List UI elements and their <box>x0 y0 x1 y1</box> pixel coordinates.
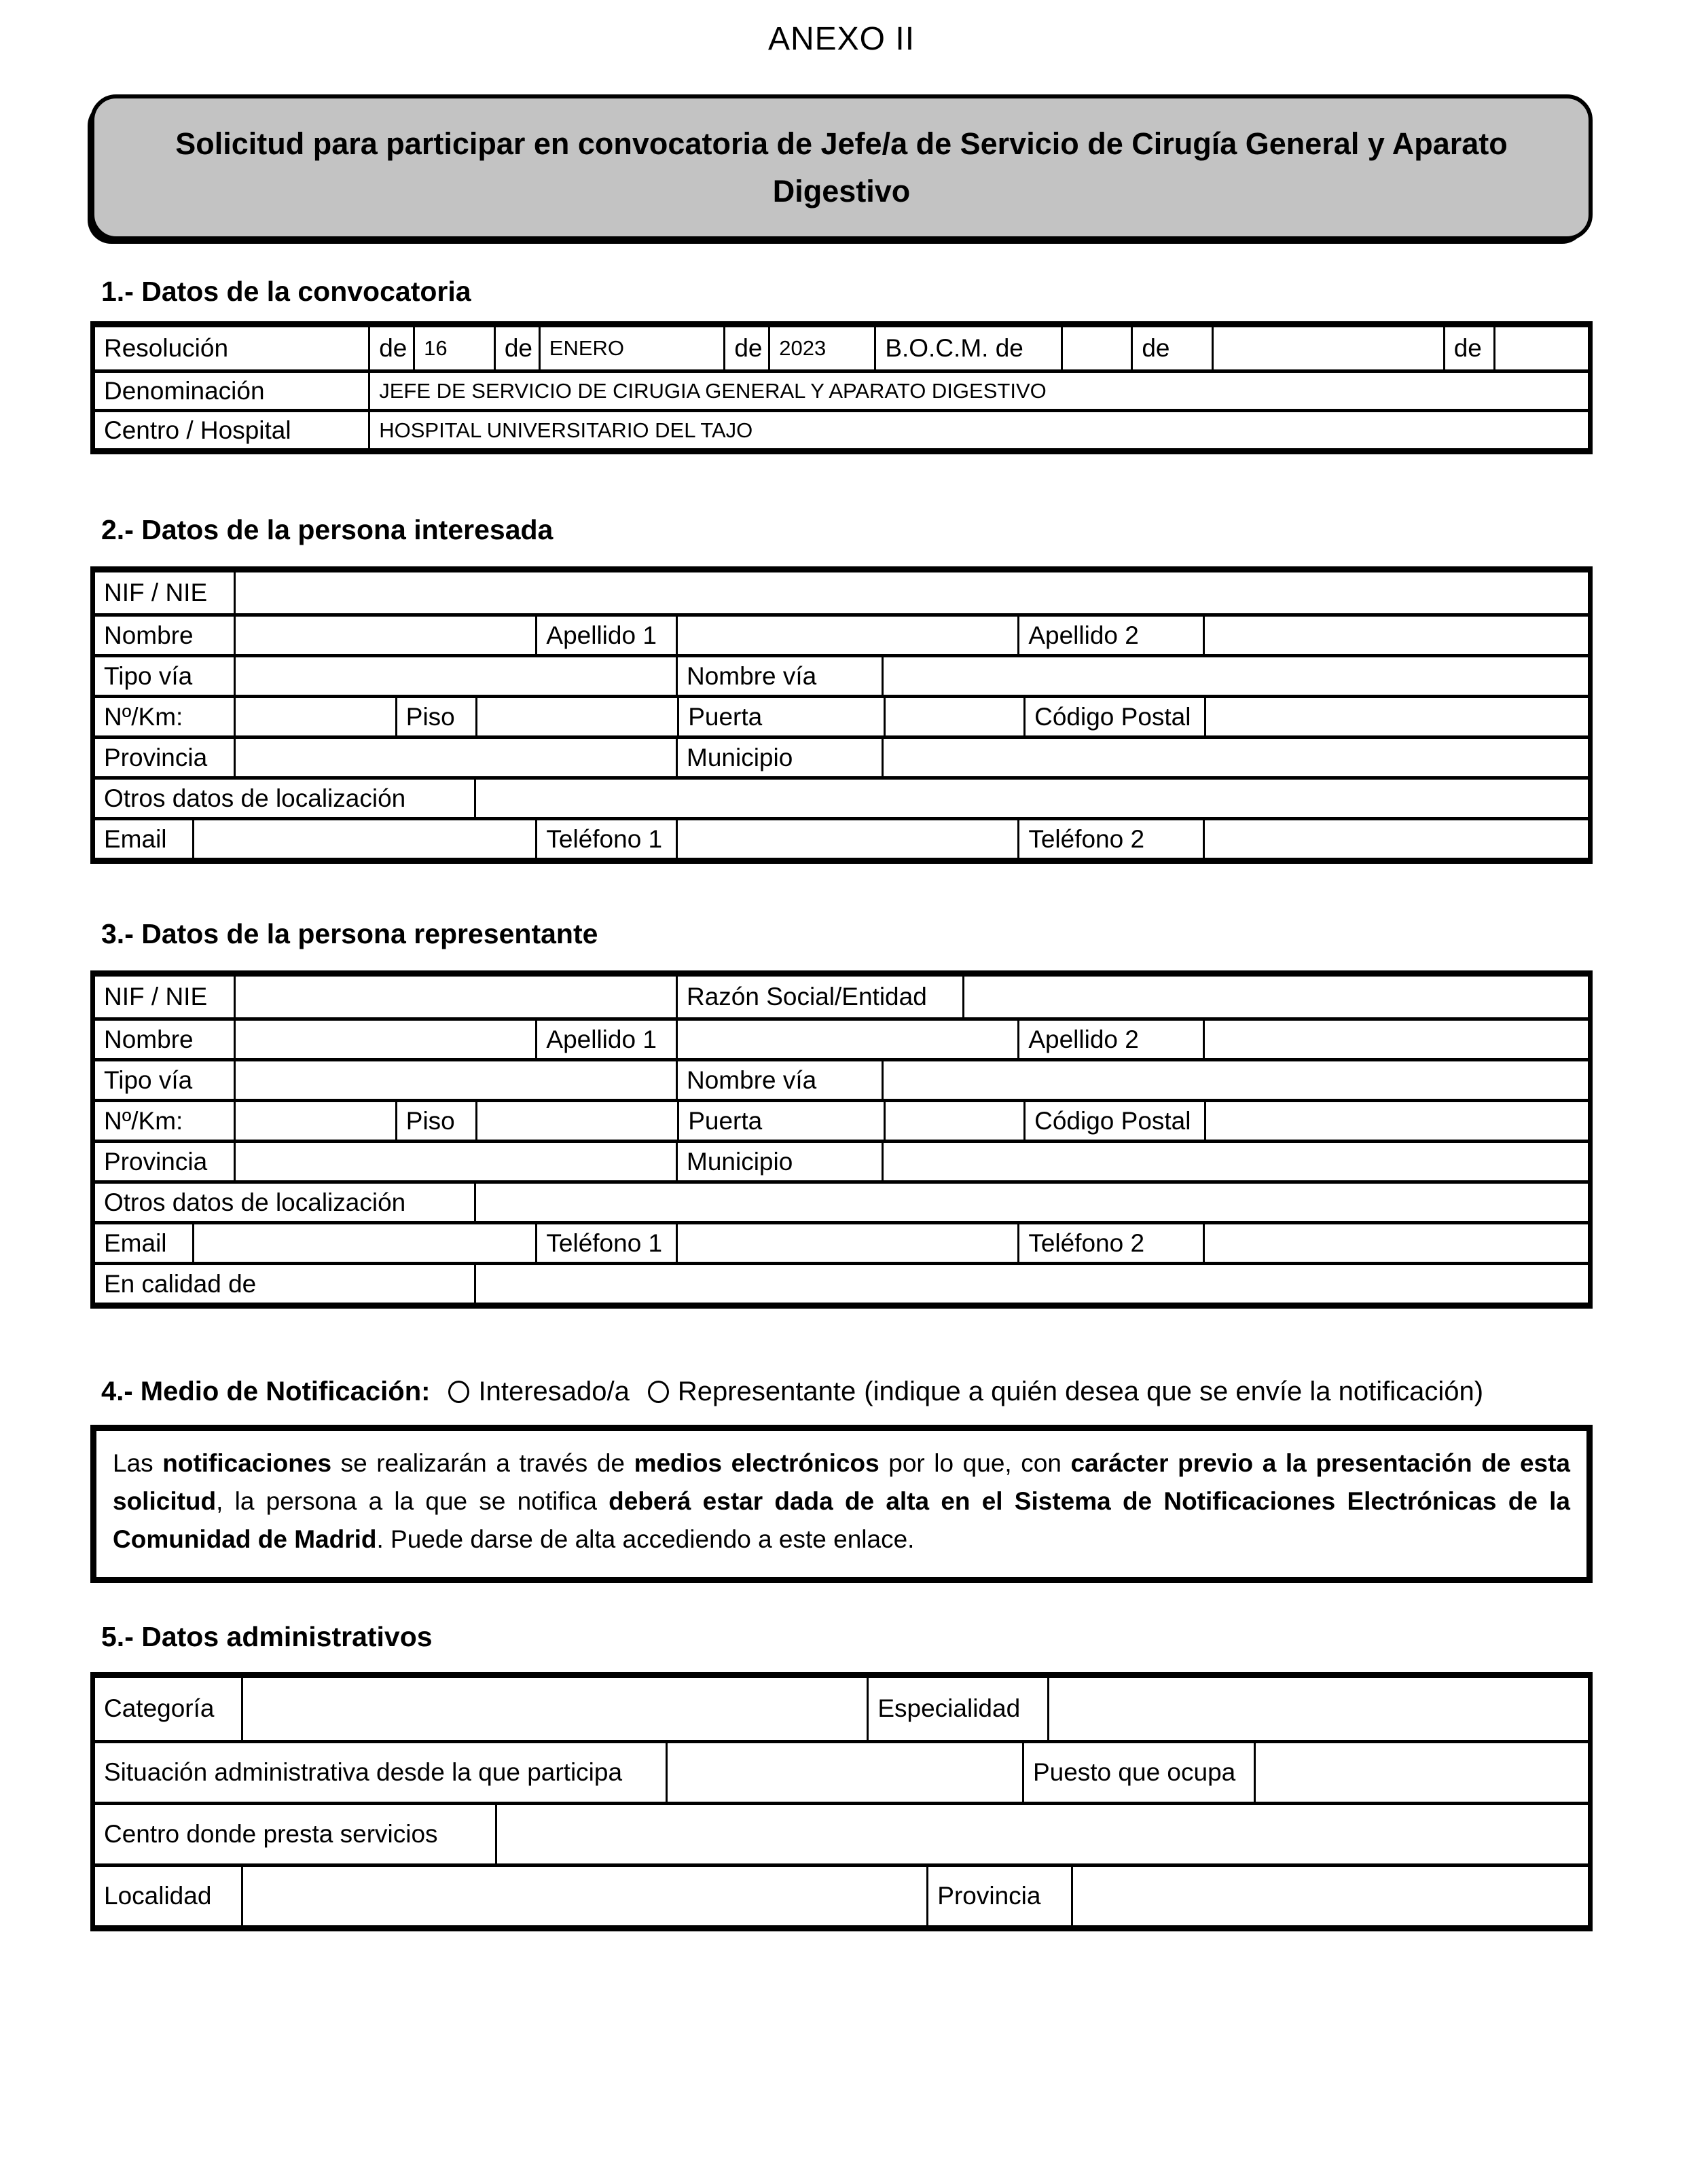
radio-representante[interactable] <box>648 1381 669 1403</box>
field-input[interactable] <box>474 1265 1588 1303</box>
field-label-en-calidad-de: En calidad de <box>104 1269 257 1298</box>
radio-interesado[interactable] <box>448 1381 469 1403</box>
field-label-puerta: Puerta <box>677 1102 883 1140</box>
field-input[interactable] <box>234 977 676 1017</box>
notice-bold-text: notificaciones <box>162 1449 332 1477</box>
form-row <box>95 613 1588 654</box>
form-row <box>95 776 1588 817</box>
field-label-centro-donde-presta-servicios: Centro donde presta servicios <box>104 1819 438 1848</box>
field-label-telefono-1: Teléfono 1 <box>535 820 676 858</box>
field-input[interactable] <box>882 1061 1588 1099</box>
section-3-heading: 3.- Datos de la persona representante <box>101 918 598 949</box>
field-label-localidad: Localidad <box>104 1881 212 1910</box>
section-5-heading: 5.- Datos administrativos <box>101 1620 433 1652</box>
field-label-nombre-via: Nombre vía <box>676 1061 882 1099</box>
field-label-otros-datos-de-localizacion: Otros datos de localización <box>104 1188 406 1216</box>
form-row <box>95 572 1588 613</box>
form-row <box>95 695 1588 735</box>
field-input[interactable] <box>1204 698 1588 735</box>
form-title: Solicitud para participar en convocatoria de Jefe/a de Servicio de Cirugía General y Aparato Digestivo <box>175 126 1508 208</box>
field-label-b-o-c-m-de: B.O.C.M. de <box>874 327 1061 369</box>
form-row <box>95 1863 1588 1925</box>
form-row <box>95 817 1588 858</box>
field-input[interactable] <box>1203 820 1588 858</box>
field-label-de: de <box>368 327 413 369</box>
notification-notice-box <box>90 1425 1593 1583</box>
form-row <box>95 1802 1588 1863</box>
form-row <box>95 1262 1588 1303</box>
field-label-de: de <box>1443 327 1494 369</box>
notice-bold-text: deberá estar dada de alta en el Sistema de Notificaciones Electrónicas de la Comunidad de Madrid <box>113 1487 1570 1554</box>
field-input[interactable] <box>241 1678 867 1740</box>
field-input[interactable] <box>234 1061 676 1099</box>
field-label-municipio: Municipio <box>676 739 882 776</box>
field-label-piso: Piso <box>395 1102 476 1140</box>
field-label-n-km: Nº/Km: <box>104 1106 183 1135</box>
field-label-categoria: Categoría <box>104 1694 215 1723</box>
field-input[interactable] <box>234 698 395 735</box>
field-input[interactable] <box>234 617 535 654</box>
field-label-puerta: Puerta <box>677 698 883 735</box>
field-label-situacion-administrativa-desde-la-que-participa: Situación administrativa desde la que participa <box>104 1758 623 1786</box>
field-label-resolucion: Resolución <box>104 334 229 362</box>
field-input[interactable] <box>234 1021 535 1058</box>
section-4-heading <box>101 1377 1593 1407</box>
field-value-hospital-universitario-del-tajo[interactable]: HOSPITAL UNIVERSITARIO DEL TAJO <box>368 412 1588 448</box>
field-input[interactable] <box>962 977 1588 1017</box>
field-label-nombre: Nombre <box>104 1025 194 1053</box>
form-row <box>95 735 1588 776</box>
field-input[interactable] <box>474 780 1588 817</box>
field-label-municipio: Municipio <box>676 1143 882 1180</box>
notice-text: , la persona a la que se notifica <box>216 1487 609 1516</box>
field-label-de: de <box>723 327 768 369</box>
field-input[interactable] <box>241 1867 926 1925</box>
notice-text: Las <box>113 1449 163 1477</box>
section-1-heading: 1.- Datos de la convocatoria <box>101 276 471 307</box>
field-input[interactable] <box>676 1224 1017 1262</box>
field-label-provincia: Provincia <box>104 1147 208 1176</box>
field-label-razon-social-entidad: Razón Social/Entidad <box>676 977 962 1017</box>
field-label-apellido-2: Apellido 2 <box>1017 1021 1203 1058</box>
field-value-2023[interactable]: 2023 <box>768 327 874 369</box>
field-label-provincia: Provincia <box>926 1867 1071 1925</box>
form-row <box>95 1017 1588 1058</box>
notification-hint: (indique a quién desea que se envíe la notificación) <box>864 1377 1484 1406</box>
field-input[interactable] <box>1254 1743 1588 1802</box>
field-label-apellido-2: Apellido 2 <box>1017 617 1203 654</box>
field-input[interactable] <box>1203 617 1588 654</box>
form-row <box>95 1221 1588 1262</box>
field-input[interactable] <box>192 1224 536 1262</box>
field-input[interactable] <box>1212 327 1443 369</box>
field-input[interactable] <box>884 1102 1024 1140</box>
field-label-codigo-postal: Código Postal <box>1023 1102 1204 1140</box>
field-label-nombre: Nombre <box>104 621 194 649</box>
table-persona-representante <box>90 970 1593 1309</box>
field-value-jefe-de-servicio-de-cirugia-general-y-aparato-digestivo[interactable]: JEFE DE SERVICIO DE CIRUGIA GENERAL Y APARATO DIGESTIVO <box>368 373 1588 409</box>
field-label-provincia: Provincia <box>104 743 208 771</box>
field-label-de: de <box>494 327 539 369</box>
field-input[interactable] <box>676 617 1017 654</box>
field-label-tipo-via: Tipo vía <box>104 1066 193 1094</box>
form-row <box>95 409 1588 448</box>
field-label-apellido-1: Apellido 1 <box>535 617 676 654</box>
table-convocatoria <box>90 321 1593 454</box>
field-value-enero[interactable]: ENERO <box>539 327 724 369</box>
field-label-telefono-2: Teléfono 2 <box>1017 820 1203 858</box>
field-label-otros-datos-de-localizacion: Otros datos de localización <box>104 784 406 812</box>
field-label-puesto-que-ocupa: Puesto que ocupa <box>1022 1743 1254 1802</box>
field-input[interactable] <box>475 1102 677 1140</box>
radio-representante-label: Representante <box>677 1377 856 1406</box>
field-label-especialidad: Especialidad <box>867 1678 1047 1740</box>
field-input[interactable] <box>1061 327 1131 369</box>
form-row <box>95 1740 1588 1802</box>
form-row <box>95 1180 1588 1221</box>
notice-text: se realizarán a través de <box>331 1449 634 1477</box>
field-input[interactable] <box>666 1743 1022 1802</box>
field-input[interactable] <box>1204 1102 1588 1140</box>
notice-text: por lo que, con <box>879 1449 1071 1477</box>
field-input[interactable] <box>495 1805 1588 1863</box>
field-label-tipo-via: Tipo vía <box>104 661 193 690</box>
form-row <box>95 1140 1588 1180</box>
field-label-email: Email <box>104 1228 167 1257</box>
form-row <box>95 369 1588 409</box>
field-input[interactable] <box>882 739 1588 776</box>
form-row <box>95 1099 1588 1140</box>
radio-interesado-label: Interesado/a <box>478 1377 630 1406</box>
notice-text: . Puede darse de alta accediendo a este enlace. <box>376 1525 915 1554</box>
notice-bold-text: carácter previo a la presentación de esta solicitud <box>113 1449 1571 1516</box>
field-label-de: de <box>1131 327 1212 369</box>
field-label-nif-nie: NIF / NIE <box>104 579 208 606</box>
field-label-nombre-via: Nombre vía <box>676 657 882 695</box>
field-input[interactable] <box>234 657 676 695</box>
field-label-n-km: Nº/Km: <box>104 702 183 731</box>
field-input[interactable] <box>884 698 1024 735</box>
form-row <box>95 1058 1588 1099</box>
field-input[interactable] <box>676 820 1017 858</box>
table-persona-interesada <box>90 566 1593 864</box>
field-input[interactable] <box>234 1102 395 1140</box>
field-input[interactable] <box>882 657 1588 695</box>
field-label-codigo-postal: Código Postal <box>1023 698 1204 735</box>
field-label-telefono-2: Teléfono 2 <box>1017 1224 1203 1262</box>
field-label-denominacion: Denominación <box>104 376 265 405</box>
field-input[interactable] <box>234 1143 676 1180</box>
form-title-banner <box>90 94 1593 240</box>
section-2-heading: 2.- Datos de la persona interesada <box>101 514 554 545</box>
form-row <box>95 1678 1588 1740</box>
notification-medium-label: 4.- Medio de Notificación: <box>101 1377 431 1406</box>
field-input[interactable] <box>475 698 677 735</box>
field-label-nif-nie: NIF / NIE <box>104 983 208 1011</box>
table-datos-administrativos <box>90 1672 1593 1931</box>
field-label-piso: Piso <box>395 698 476 735</box>
field-input[interactable] <box>1071 1867 1588 1925</box>
form-row <box>95 977 1588 1017</box>
field-input[interactable] <box>676 1021 1017 1058</box>
notice-bold-text: medios electrónicos <box>634 1449 879 1477</box>
form-row <box>95 327 1588 369</box>
field-input[interactable] <box>1203 1224 1588 1262</box>
field-input[interactable] <box>234 739 676 776</box>
field-input[interactable] <box>474 1184 1588 1221</box>
page-title: ANEXO II <box>767 21 915 57</box>
field-input[interactable] <box>234 572 1588 613</box>
field-input[interactable] <box>1493 327 1587 369</box>
field-label-email: Email <box>104 824 167 853</box>
field-input[interactable] <box>192 820 536 858</box>
field-label-centro-hospital: Centro / Hospital <box>104 416 291 444</box>
field-label-telefono-1: Teléfono 1 <box>535 1224 676 1262</box>
field-value-16[interactable]: 16 <box>413 327 494 369</box>
field-input[interactable] <box>1203 1021 1588 1058</box>
field-label-apellido-1: Apellido 1 <box>535 1021 676 1058</box>
field-input[interactable] <box>1047 1678 1588 1740</box>
field-input[interactable] <box>882 1143 1588 1180</box>
form-row <box>95 654 1588 695</box>
